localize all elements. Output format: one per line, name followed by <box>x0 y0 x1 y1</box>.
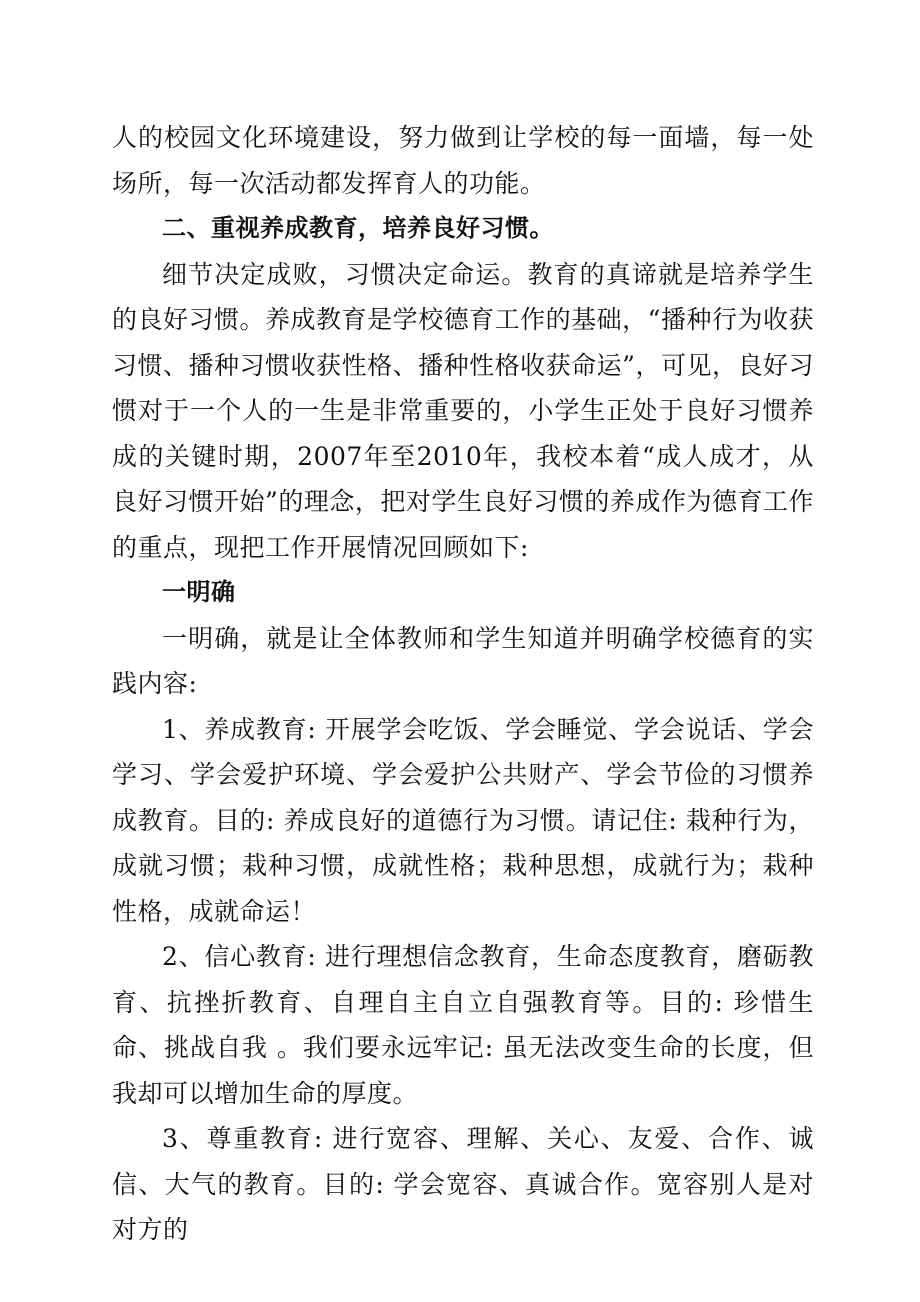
paragraph-clarity-intro: 一明确，就是让全体教师和学生知道并明确学校德育的实践内容: <box>112 623 814 698</box>
paragraph-intro-continuation: 人的校园文化环境建设，努力做到让学校的每一面墙，每一处场所，每一次活动都发挥育人的功能。 <box>112 123 814 198</box>
paragraph-item-2-confidence-education: 2、信心教育: 进行理想信念教育，生命态度教育，磨砺教育、抗挫折教育、自理自主自立自强教育等。目的: 珍惜生命、挑战自我 。我们要永远牢记: 虽无法改变生命的长度，但我却可以增加生命的厚度。 <box>112 942 814 1108</box>
paragraph-item-3-respect-education: 3、尊重教育: 进行宽容、理解、关心、友爱、合作、诚信、大气的教育。目的: 学会宽容、真诚合作。宽容别人是对对方的 <box>112 1124 814 1244</box>
document-body <box>112 115 814 1253</box>
section-heading-habits: 二、重视养成教育，培养良好习惯。 <box>162 214 554 242</box>
paragraph-habits-overview: 细节决定成败，习惯决定命运。教育的真谛就是培养学生的良好习惯。养成教育是学校德育工作的基础，“播种行为收获习惯、播种习惯收获性格、播种性格收获命运”，可见，良好习惯对于一个人的一生是非常重要的，小学生正处于良好习惯养成的关键时期，2007年至2010年，我校本着“成人成才，从良好习惯开始”的理念，把对学生良好习惯的养成作为德育工作的重点，现把工作开展情况回顾如下: <box>112 259 814 562</box>
paragraph-item-1-habit-education: 1、养成教育: 开展学会吃饭、学会睡觉、学会说话、学会学习、学会爱护环境、学会爱护公共财产、学会节俭的习惯养成教育。目的: 养成良好的道德行为习惯。请记住: 栽种行为，成就习惯；栽种习惯，成就性格；栽种思想，成就行为；栽种性格，成就命运！ <box>112 714 814 926</box>
subheading-one-clarity: 一明确 <box>162 578 236 606</box>
